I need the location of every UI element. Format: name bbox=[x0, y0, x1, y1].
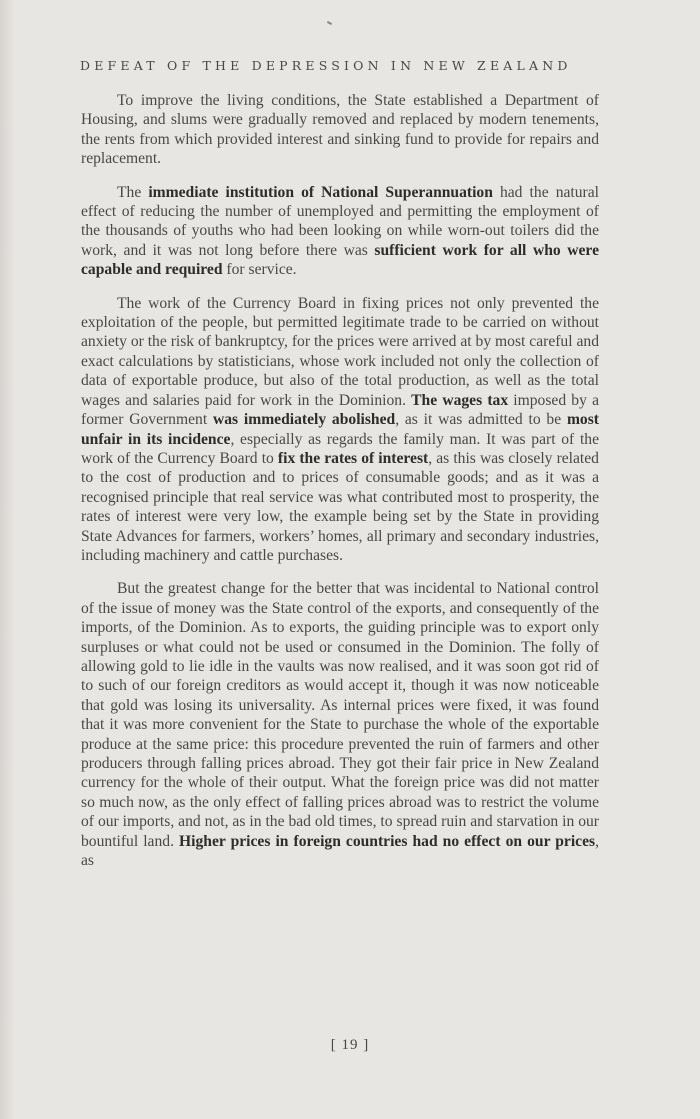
text-run: for service. bbox=[222, 261, 297, 279]
paragraph-2 bbox=[81, 183, 599, 280]
running-head: DEFEAT OF THE DEPRESSION IN NEW ZEALAND bbox=[80, 58, 572, 73]
text-run: To improve the living conditions, the State established a Department of Housing, and slums were gradually removed and replaced by modern tenements, the rents from which provided interest and sinking fund to provide for repairs and replacement. bbox=[81, 92, 599, 168]
text-run: The work of the Currency Board in fixing prices not only prevented the exploitation of the people, but permitted legitimate trade to be carried on without anxiety or the risk of bankruptcy, for the prices were arrived at by most careful and exact calculations by statisticians, whose work included not only the collection of data of exportable produce, but also of the total production, as well as the total wages and salaries paid for work in the Dominion. bbox=[81, 294, 599, 409]
bold-phrase: sufficient work for all who were capable and required bbox=[81, 241, 599, 279]
text-run: had the natural effect of reducing the number of unemployed and permitting the employment of the thousands of youths who had been looking on while worn-out toilers did the work, and it was not long before there was bbox=[81, 183, 599, 259]
text-run: , especially as regards the family man. It was part of the work of the Currency Board to bbox=[81, 430, 600, 467]
paragraph-1 bbox=[81, 91, 599, 169]
text-run: , as it was admitted to be bbox=[395, 411, 567, 429]
bold-phrase: most unfair in its incidence bbox=[81, 411, 599, 448]
page-gutter-shadow bbox=[0, 0, 14, 1119]
paragraph-3 bbox=[81, 294, 599, 566]
text-run: , as this was closely related to the cost of production and to prices of consumable goods; and as it was a recognised principle that real service was what contributed most to prosperity, the rates of interest were very low, the example being set by the State in providing State Advances for farmers, workers’ homes, all primary and secondary industries, including machinery and cattle purchases. bbox=[81, 449, 599, 564]
paragraph-4 bbox=[81, 579, 599, 870]
bold-phrase: immediate institution of National Superannuation bbox=[148, 183, 493, 201]
text-run: , as bbox=[81, 832, 599, 870]
body-text bbox=[81, 91, 599, 884]
page-number: [ 19 ] bbox=[330, 1037, 370, 1053]
text-run: imposed by a former Government bbox=[81, 391, 599, 429]
bold-phrase: Higher prices in foreign countries had no effect on our prices bbox=[179, 832, 596, 850]
text-run: But the greatest change for the better that was incidental to National control of the issue of money was the State control of the exports, and consequently of the imports, of the Dominion. As to exports, the guiding principle was to export only surpluses or what could not be used or consumed in the Dominion. The folly of allowing gold to lie idle in the vaults was now realised, and it was soon got rid of to such of our foreign creditors as would accept it, though it was now noticeable that gold was losing its universality. As internal prices were fixed, it was found that it was more convenient for the State to purchase the whole of the exportable produce at the same price: this procedure prevented the ruin of farmers and other producers through falling prices abroad. They got their fair price in New Zealand currency for the whole of their output. What the foreign price was did not matter so much now, as the only effect of falling prices abroad was to restrict the volume of our imports, and not, as in the bad old times, to spread ruin and starvation in our bountiful land. bbox=[81, 580, 599, 850]
bold-phrase: fix the rates of interest bbox=[277, 449, 429, 467]
text-run: The bbox=[117, 183, 149, 201]
print-mark bbox=[327, 21, 332, 25]
bold-phrase: The wages tax bbox=[411, 391, 509, 409]
bold-phrase: was immediately abolished bbox=[212, 411, 396, 429]
